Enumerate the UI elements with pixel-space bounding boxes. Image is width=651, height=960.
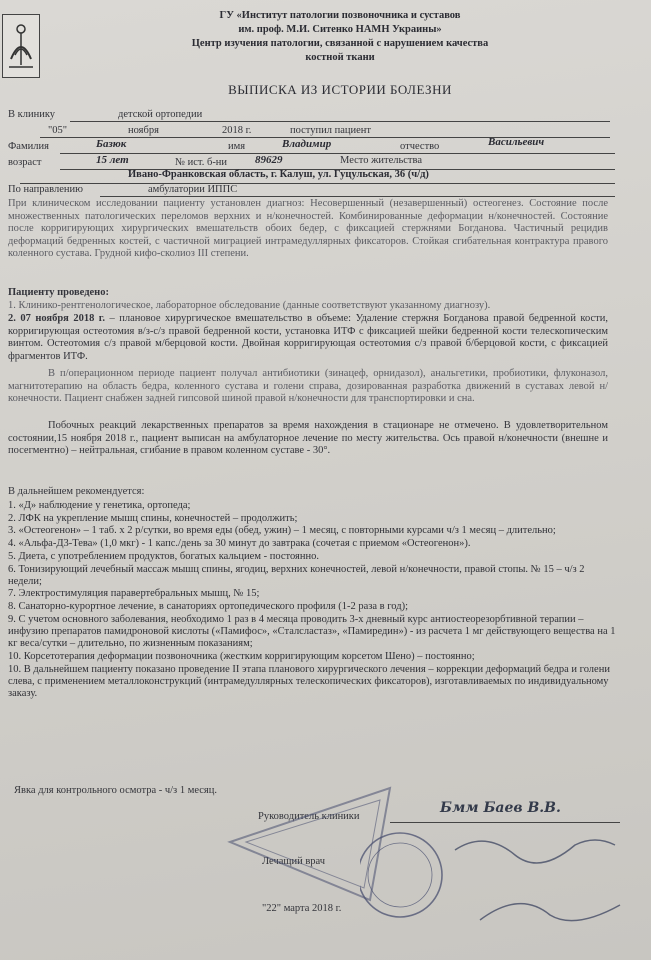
- list-item: 10. В дальнейшем пациенту показано проведение II этапа планового хирургического лечения – коррекции деформаций бедра и голени слева, с применением металлоконструкций (интрамедуллярных телескопических фиксаторов), изготавливаемых по индивидуальному заказу.: [8, 663, 610, 700]
- admission-month: ноября: [128, 125, 159, 136]
- control-visit: Явка для контрольного осмотра - ч/з 1 месяц.: [14, 785, 218, 796]
- list-item: 7. Электростимуляция паравертебральных мышц, № 15;: [8, 588, 260, 600]
- name-value: Владимир: [282, 138, 332, 150]
- surname-label: Фамилия: [8, 141, 49, 152]
- header-line-1: ГУ «Институт патологии позвоночника и суставов: [219, 10, 461, 21]
- institute-logo-icon: [2, 14, 40, 78]
- age-value: 15 лет: [96, 154, 129, 166]
- surgery-text: – плановое хирургическое вмешательство в объеме: Удаление стержня Богданова правой бедренной кости, корригирующая остеотомия в/з-с/з правой бедренной кости, установка ИТФ с фиксацией шейки бедренной кости телескопическим винтом. Остеотомия с/з правой м/берцовой кости. Двойная корригирующая остеотомия с/з правой б/берцовой кости, с фиксацией фрагментов ИТФ.: [8, 313, 608, 362]
- discharge-paragraph: Побочных реакций лекарственных препаратов за время нахождения в стационаре не отмечено. В удовлетворительном состоянии,15 ноября 2018 г., пациент выписан на амбулаторное лечение по месту жительства. Ось правой н/конечности (внешне и посегментно) – нейтральная, сгибание в правом коленном суставе - 30°.: [8, 420, 608, 457]
- history-number: 89629: [255, 154, 283, 166]
- surname-value: Базюк: [96, 138, 127, 150]
- patronymic-value: Васильевич: [488, 136, 545, 148]
- admission-year: 2018 г.: [222, 125, 252, 136]
- list-item: 8. Санаторно-курортное лечение, в санаториях ортопедического профиля (1-2 раза в год);: [8, 601, 409, 613]
- underline: [100, 196, 615, 197]
- underline: [60, 153, 615, 154]
- underline: [20, 183, 615, 184]
- treatment-heading: Пациенту проведено:: [8, 287, 109, 298]
- name-label: имя: [228, 141, 246, 152]
- underline: [70, 121, 610, 122]
- patronymic-label: отчество: [400, 141, 440, 152]
- residence-label: Место жительства: [340, 155, 422, 166]
- header-line-3: Центр изучения патологии, связанной с нарушением качества: [191, 38, 489, 49]
- admitted-label: поступил пациент: [290, 125, 371, 136]
- list-item: 10. Корсетотерапия деформации позвоночника (жестким корригирующим корсетом Шено) – постоянно;: [8, 650, 475, 662]
- diagnosis-paragraph: При клиническом исследовании пациенту установлен диагноз: Несовершенный (незавершенный) остеогенез. Состояние после множественных патологических переломов верхних и н/конечностей. Комбинированные деформации н/конечностей. Состояние после корригирующих хирургических вмешательств обоих бедер, с фиксацией стержнями Богданова. Частичный рецидив деформаций бедренных костей, с частичной миграцией интрамедуллярных фиксаторов. Стойкая сгибательная контрактура правого коленного сустава. Грудной кифо-сколиоз III степени.: [8, 198, 608, 260]
- admission-day: "05": [48, 125, 68, 136]
- postop-paragraph: В п/операционном периоде пациент получал антибиотики (зинацеф, орнидазол), анальгетики, пробиотики, флуконазол, магнитотерапию на область бедра, коленного сустава и голени справа, дозированная разработка движений в суставах левой н/конечности. Пациент снабжен задней гипсовой шиной правой н/конечности для транспортировки и сна.: [8, 368, 608, 405]
- surgery-date: 2. 07 ноября 2018 г.: [8, 313, 106, 324]
- list-item: 2. ЛФК на укрепление мышц спины, конечностей – продолжить;: [8, 512, 298, 524]
- list-item: 6. Тонизирующий лечебный массаж мышц спины, ягодиц, верхних конечностей, левой н/конечности, правой стопы. № 15 – ч/з 2 недели;: [8, 563, 585, 587]
- history-label: № ист. б-ни: [175, 157, 228, 168]
- clinic-value: детской ортопедии: [118, 109, 203, 120]
- list-item: 1. «Д» наблюдение у генетика, ортопеда;: [8, 500, 191, 511]
- referral-value: амбулатории ИППС: [148, 184, 238, 195]
- list-item: 3. «Остеогенон» – 1 таб. х 2 р/сутки, во время еды (обед, ужин) – 1 месяц, с повторными курсами ч/з 1 месяц – длительно;: [8, 525, 556, 537]
- recommendations-heading: В дальнейшем рекомендуется:: [8, 486, 145, 497]
- age-label: возраст: [8, 157, 42, 168]
- list-item: 9. С учетом основного заболевания, необходимо 1 раз в 4 месяца проводить 3-х дневный курс антиостеорезорбтивной терапии – инфузию препаратов памидроновой кислоты («Памифос», «Сталсластаз», «Памиредин») - из расчета 1 мг действующего вещества на 1 кг веса/сутки – длительно, по жизненным показаниям;: [8, 613, 616, 650]
- referral-label: По направлению: [8, 184, 83, 195]
- header-line-2: им. проф. М.И. Ситенко НАМН Украины»: [238, 24, 442, 35]
- head-of-clinic-label: Руководитель клиники: [258, 811, 360, 822]
- recommendations-list: [8, 500, 618, 701]
- treatment-item-1: 1. Клинико-рентгенологическое, лабораторное обследование (данные соответствуют указанному диагнозу).: [8, 300, 491, 311]
- list-item: 5. Диета, с употреблением продуктов, богатых кальцием - постоянно.: [8, 550, 319, 562]
- page-title: ВЫПИСКА ИЗ ИСТОРИИ БОЛЕЗНИ: [228, 82, 452, 97]
- residence-value: Ивано-Франковская область, г. Калуш, ул. Гуцульская, 36 (ч/д): [128, 169, 429, 180]
- attending-doctor-label: Лечащий врач: [262, 856, 326, 867]
- document-date: "22" марта 2018 г.: [262, 903, 342, 914]
- head-signature-name: Бмм Баев В.В.: [440, 800, 561, 816]
- treatment-item-2: [8, 313, 608, 363]
- clinic-label: В клинику: [8, 109, 56, 120]
- header-line-4: костной ткани: [305, 52, 375, 63]
- round-stamp-icon: [360, 820, 640, 950]
- list-item: 4. «Альфа-Д3-Тева» (1,0 мкг) - 1 капс./день за 30 минут до завтрака (сочетая с приемом «Остеогенон»).: [8, 538, 471, 550]
